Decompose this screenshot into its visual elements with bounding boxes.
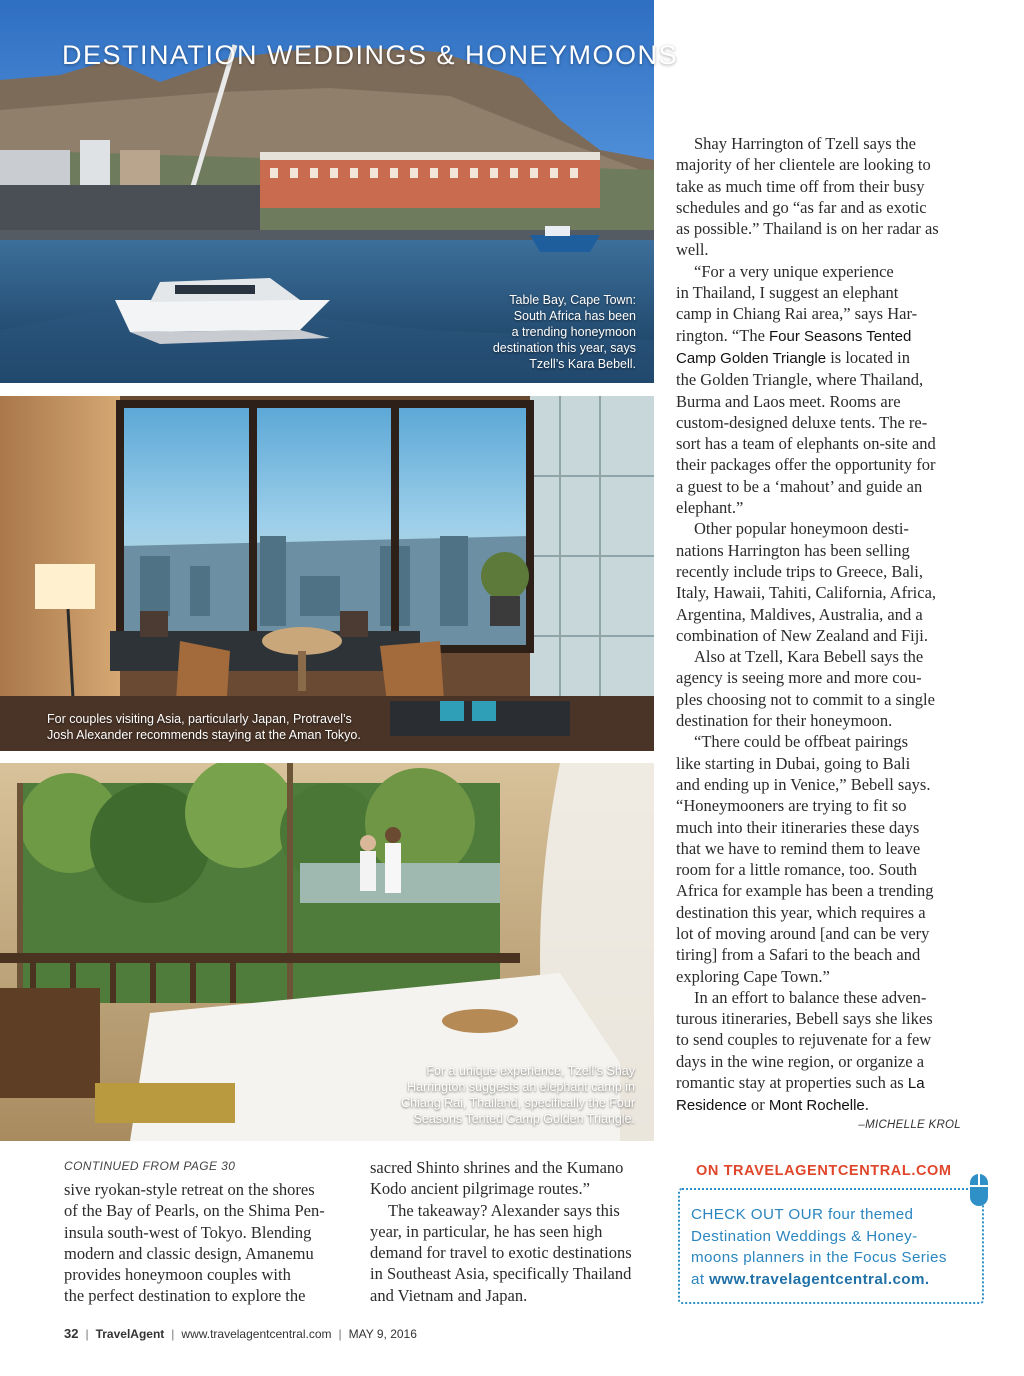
caption-line: a trending honeymoon (511, 325, 636, 339)
body-line: custom-designed deluxe tents. The re- (676, 412, 928, 432)
body-line: Also at Tzell, Kara Bebell says the (694, 647, 924, 667)
issue-date: MAY 9, 2016 (348, 1327, 417, 1341)
body-line: in Southeast Asia, specifically Thailand (370, 1264, 632, 1284)
body-line: room for a little romance, too. South (676, 860, 918, 880)
body-line: agency is seeing more and more cou- (676, 668, 922, 688)
photo-caption-aman-tokyo (47, 711, 467, 743)
continued-from-label: CONTINUED FROM PAGE 30 (64, 1159, 236, 1173)
body-line: the perfect destination to explore the (64, 1286, 306, 1306)
promo-line: Destination Weddings & Honey- (691, 1227, 918, 1245)
property-name: Four Seasons Tented (769, 327, 912, 345)
property-name: Mont Rochelle (768, 1097, 865, 1115)
body-line: turous itineraries, Bebell says she likes (676, 1009, 933, 1029)
footer-divider: | (338, 1327, 342, 1341)
body-line: The takeaway? Alexander says this (388, 1200, 620, 1220)
body-line: “Honeymooners are trying to fit so (676, 796, 907, 816)
body-line: days in the wine region, or organize a (676, 1051, 925, 1071)
body-line: tiring] from a Safari to the beach and (676, 945, 921, 965)
body-line: and ending up in Venice,” Bebell says. (676, 774, 931, 794)
promo-heading: ON TRAVELAGENTCENTRAL.COM (696, 1163, 952, 1179)
body-line: and Vietnam and Japan. (370, 1285, 528, 1305)
body-line: nations Harrington has been selling (676, 540, 910, 560)
aman-tokyo-image (0, 396, 654, 751)
caption-line: For a unique experience, Tzell’s Shay (426, 1064, 635, 1078)
promo-url-prefix: at (691, 1270, 710, 1288)
promo-line: CHECK OUT OUR four themed (691, 1206, 914, 1223)
property-name: Camp Golden Triangle (676, 349, 827, 367)
caption-line: destination this year, says (492, 341, 636, 355)
caption-line: For couples visiting Asia, particularly Japan, Protravel’s (47, 712, 352, 726)
footer-divider: | (171, 1327, 175, 1341)
caption-line: Seasons Tented Camp Golden Triangle. (413, 1112, 635, 1126)
body-line: Burma and Laos meet. Rooms are (676, 391, 901, 411)
body-line: well. (676, 240, 709, 260)
body-line: recently include trips to Greece, Bali, (676, 561, 923, 581)
body-line: schedules and go “as far and as exotic (676, 197, 927, 217)
body-line (676, 1072, 966, 1094)
promo-url-link[interactable]: www.travelagentcentral.com. (709, 1270, 930, 1288)
body-line: combination of New Zealand and Fiji. (676, 625, 929, 645)
body-text: . (864, 1095, 869, 1115)
body-line (676, 1094, 966, 1116)
page-title: DESTINATION WEDDINGS & HONEYMOONS (62, 40, 679, 70)
body-line: Argentina, Maldives, Australia, and a (676, 604, 923, 624)
body-line: destination this year, which requires a (676, 902, 926, 922)
article-bottom-left-column (64, 1179, 354, 1307)
body-line: that we have to remind them to leave (676, 838, 921, 858)
body-line: camp in Chiang Rai area,” says Har- (676, 304, 918, 324)
body-line: like starting in Dubai, going to Bali (676, 753, 911, 773)
body-line: in Thailand, I suggest an elephant (676, 283, 899, 303)
computer-mouse-icon (968, 1172, 990, 1208)
body-line: Italy, Hawaii, Tahiti, California, Africa, (676, 583, 937, 603)
body-line: insula south-west of Tokyo. Blending (64, 1222, 312, 1242)
caption-line: Chiang Rai, Thailand, specifically the Four (401, 1096, 635, 1110)
body-text: romantic stay at properties such as (676, 1073, 908, 1093)
body-line: In an effort to balance these adven- (694, 987, 927, 1007)
promo-line: moons planners in the Focus Series (691, 1249, 947, 1266)
body-line: demand for travel to exotic destinations (370, 1243, 632, 1263)
body-line: much into their itineraries these days (676, 817, 920, 837)
aman-tokyo-photo (0, 396, 654, 751)
body-line: Kodo ancient pilgrimage routes.” (370, 1179, 590, 1199)
body-line: elephant.” (676, 498, 744, 518)
body-line: a guest to be a ‘mahout’ and guide an (676, 476, 923, 496)
body-line: take as much time off from their busy (676, 176, 925, 196)
body-line (676, 325, 966, 347)
caption-line: Harrington suggests an elephant camp in (407, 1080, 635, 1094)
body-line: Other popular honeymoon desti- (694, 519, 909, 539)
body-line: provides honeymoon couples with (64, 1265, 291, 1285)
footer-divider: | (85, 1327, 89, 1341)
photo-caption-tented-camp (340, 1063, 635, 1127)
magazine-brand: TravelAgent (95, 1327, 165, 1341)
body-line: exploring Cape Town.” (676, 966, 830, 986)
caption-line: South Africa has been (513, 309, 636, 323)
body-line: lot of moving around [and can be very (676, 923, 930, 943)
body-line: the Golden Triangle, where Thailand, (676, 370, 924, 390)
body-line: their packages offer the opportunity for (676, 455, 936, 475)
caption-line: Josh Alexander recommends staying at the Aman Tokyo. (47, 728, 361, 742)
page-number: 32 (64, 1326, 79, 1341)
footer-url[interactable]: www.travelagentcentral.com (181, 1327, 332, 1341)
body-line: to send couples to rejuvenate for a few (676, 1030, 932, 1050)
body-line (676, 347, 966, 369)
body-line: Africa for example has been a trending (676, 881, 934, 901)
body-line: sive ryokan-style retreat on the shores (64, 1180, 315, 1199)
body-line: sacred Shinto shrines and the Kumano (370, 1158, 624, 1177)
body-line: ples choosing not to commit to a single (676, 689, 935, 709)
body-line: year, in particular, he has seen high (370, 1221, 603, 1241)
body-text: rington. “The (676, 325, 770, 345)
photo-caption-table-bay (470, 292, 636, 372)
body-line: “For a very unique experience (694, 261, 894, 281)
caption-line: Table Bay, Cape Town: (509, 293, 636, 307)
article-bottom-middle-column (370, 1157, 660, 1306)
article-right-column (676, 133, 966, 1117)
body-line: Shay Harrington of Tzell says the (694, 134, 916, 153)
body-line: sort has a team of elephants on-site and (676, 434, 936, 454)
body-line: modern and classic design, Amanemu (64, 1243, 314, 1263)
caption-line: Tzell’s Kara Bebell. (529, 357, 636, 371)
body-line: of the Bay of Pearls, on the Shima Pen- (64, 1201, 325, 1221)
promo-text (691, 1204, 947, 1290)
body-text: or (746, 1095, 769, 1115)
page-footer (64, 1326, 417, 1341)
body-line: “There could be offbeat pairings (694, 732, 909, 752)
body-text: is located in (826, 347, 910, 367)
property-name: Residence (676, 1097, 747, 1115)
body-line: as possible.” Thailand is on her radar as (676, 219, 939, 239)
body-line: majority of her clientele are looking to (676, 155, 931, 175)
promo-line (691, 1269, 947, 1291)
property-name: La (907, 1075, 925, 1093)
author-byline: –MICHELLE KROL (858, 1119, 961, 1131)
body-line: destination for their honeymoon. (676, 711, 893, 731)
